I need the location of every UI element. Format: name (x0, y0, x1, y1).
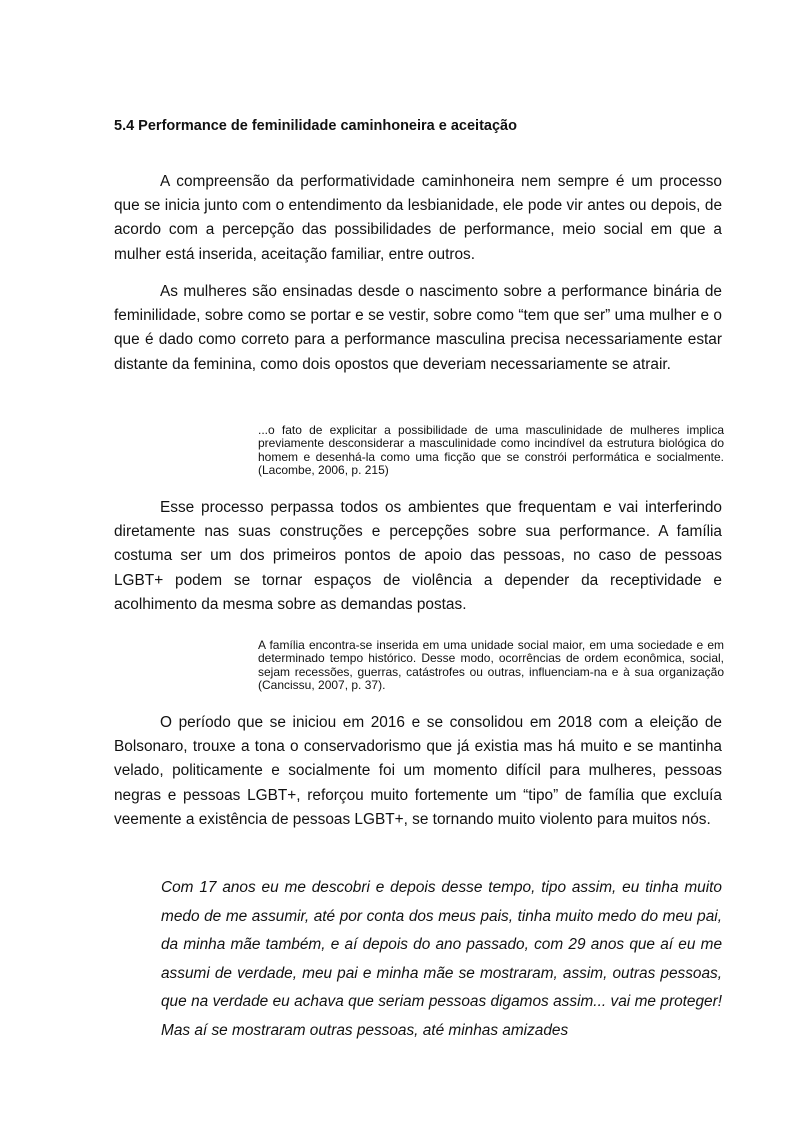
block-quote-lacombe: ...o fato de explicitar a possibilidade de uma masculinidade de mulheres implica previamente desconsiderar a masculinidade como incindível da estrutura biológica do homem e desenhá-la como uma ficção que se constrói performática e socialmente. (Lacombe, 2006, p. 215) (258, 423, 724, 478)
interview-testimony: Com 17 anos eu me descobri e depois desse tempo, tipo assim, eu tinha muito medo de me assumir, até por conta dos meus pais, tinha muito medo do meu pai, da minha mãe também, e aí depois do ano passado, com 29 anos que aí eu me assumi de verdade, meu pai e minha mãe se mostraram, assim, outras pessoas, que na verdade eu achava que seriam pessoas digamos assim... vai me proteger! Mas aí se mostraram outras pessoas, até minhas amizades (161, 879, 722, 1039)
body-paragraph-2: As mulheres são ensinadas desde o nascimento sobre a performance binária de feminilidade, sobre como se portar e se vestir, sobre como “tem que ser” uma mulher e o que é dado como correto para a performance masculina precisa necessariamente estar distante da feminina, como dois opostos que deveriam necessariamente se atrair. (114, 283, 722, 373)
body-paragraph-4: O período que se iniciou em 2016 e se consolidou em 2018 com a eleição de Bolsonaro, trouxe a tona o conservadorismo que já existia mas há muito e se mantinha velado, politicamente e socialmente foi um momento difícil para mulheres, pessoas negras e pessoas LGBT+, reforçou muito fortemente um “tipo” de família que excluía veemente a existência de pessoas LGBT+, se tornando muito violento para muitos nós. (114, 714, 722, 828)
section-heading: 5.4 Performance de feminilidade caminhoneira e aceitação (114, 118, 517, 134)
body-paragraph-3: Esse processo perpassa todos os ambientes que frequentam e vai interferindo diretamente nas suas construções e percepções sobre sua performance. A família costuma ser um dos primeiros pontos de apoio das pessoas, no caso de pessoas LGBT+ podem se tornar espaços de violência a depender da receptividade e acolhimento da mesma sobre as demandas postas. (114, 499, 722, 613)
block-quote-cancissu: A família encontra-se inserida em uma unidade social maior, em uma sociedade e em determinado tempo histórico. Desse modo, ocorrências de ordem econômica, social, sejam recessões, guerras, catástrofes ou outras, influenciam-na e à sua organização (Cancissu, 2007, p. 37). (258, 638, 724, 693)
body-paragraph-1: A compreensão da performatividade caminhoneira nem sempre é um processo que se inicia junto com o entendimento da lesbianidade, ele pode vir antes ou depois, de acordo com a percepção das possibilidades de performance, meio social em que a mulher está inserida, aceitação familiar, entre outros. (114, 173, 722, 263)
